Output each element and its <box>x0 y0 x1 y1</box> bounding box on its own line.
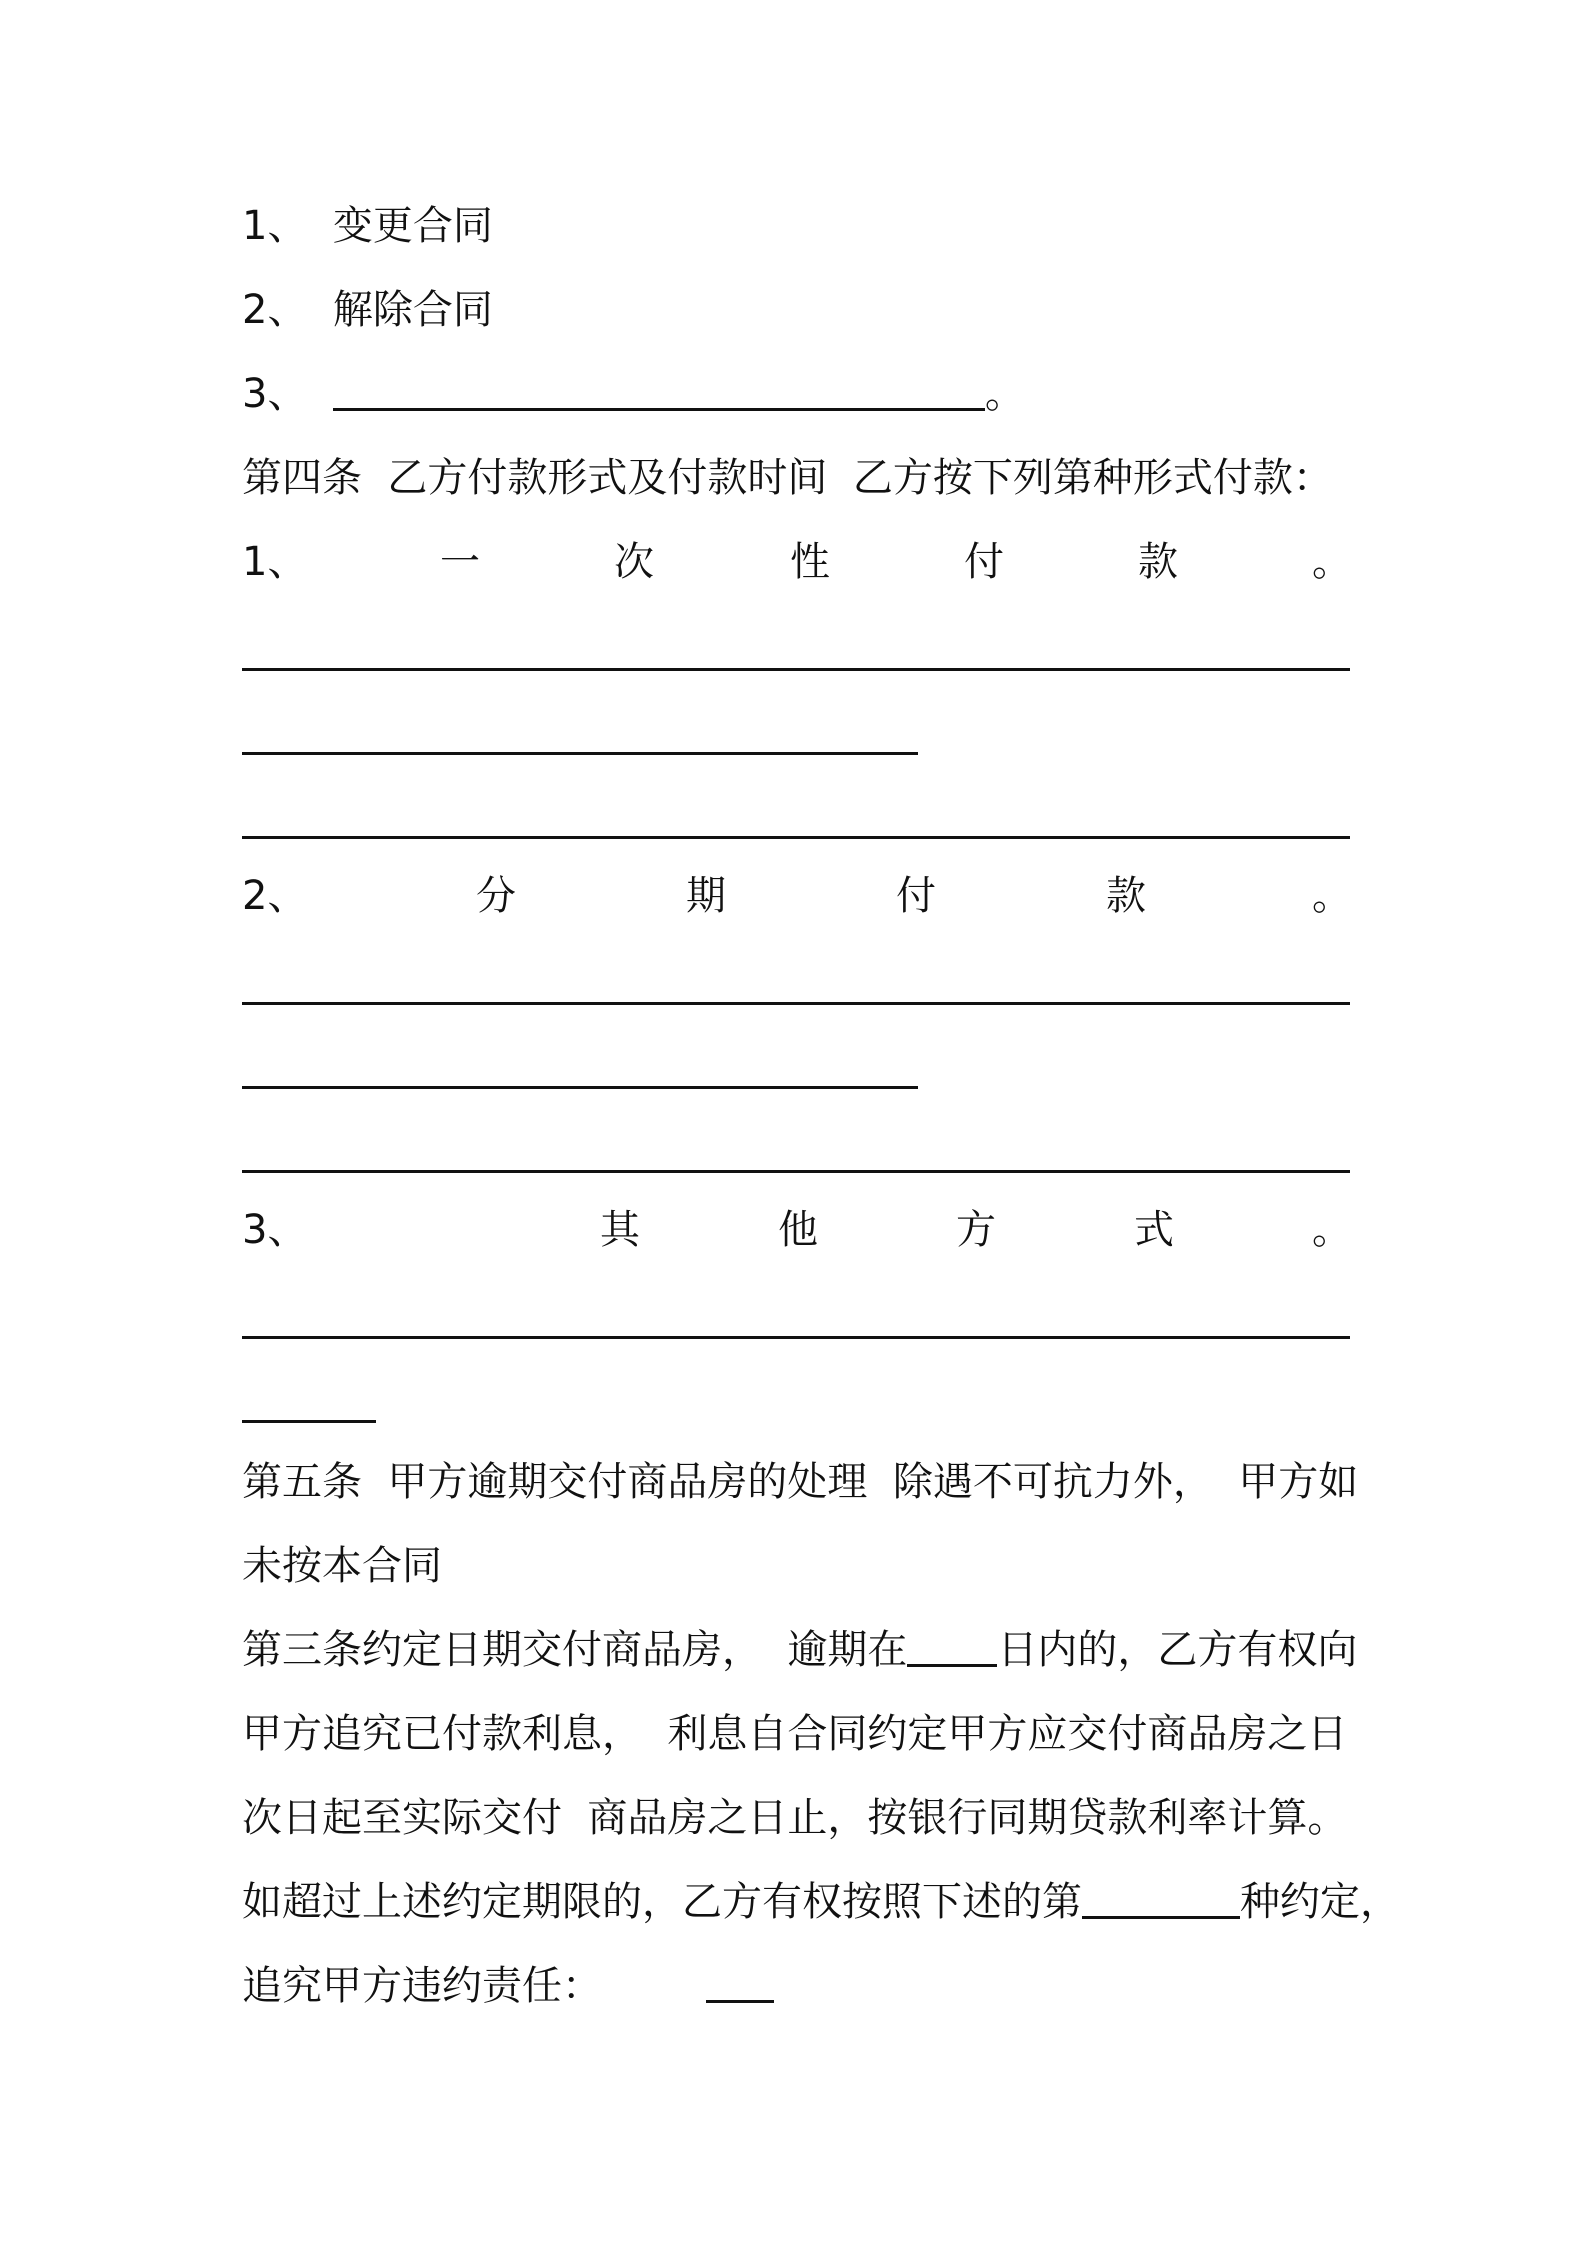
article-5-text <box>242 1876 1400 1928</box>
payment-option-installment <box>242 870 1352 922</box>
text-segment: 种约定， <box>1240 1879 1400 1925</box>
option-number: 2、 <box>242 873 308 919</box>
spread-char: 他 <box>778 1207 818 1253</box>
spread-char: 付 <box>964 539 1004 585</box>
fill-blank <box>706 2000 774 2003</box>
fill-line <box>242 752 918 755</box>
period: 。 <box>1312 873 1352 919</box>
fill-line <box>242 1170 1350 1173</box>
spread-char: 次 <box>614 539 654 585</box>
article-5-text <box>242 1624 1357 1676</box>
option-terminate-contract: 2、 解除合同 <box>242 287 493 333</box>
spread-char: 式 <box>1134 1207 1174 1253</box>
fill-line <box>242 668 1350 671</box>
article-4-heading: 第四条 乙方付款形式及付款时间 乙方按下列第种形式付款： <box>242 455 1333 501</box>
fill-blank-days <box>907 1664 997 1667</box>
article-5-text: 次日起至实际交付 商品房之日止，按银行同期贷款利率计算。 <box>242 1795 1348 1841</box>
payment-option-lump-sum <box>242 536 1352 588</box>
spread-char: 款 <box>1106 873 1146 919</box>
article-5-heading: 第五条 甲方逾期交付商品房的处理 除遇不可抗力外， 甲方如 <box>242 1459 1359 1505</box>
fill-line <box>242 1336 1350 1339</box>
article-5-text: 未按本合同 <box>242 1543 442 1589</box>
text-segment: 追究甲方违约责任： <box>242 1963 602 2009</box>
period: 。 <box>1312 539 1352 585</box>
option-blank-item <box>242 368 1025 420</box>
spread-char: 付 <box>896 873 936 919</box>
spread-char: 款 <box>1138 539 1178 585</box>
fill-line <box>242 1086 918 1089</box>
spread-char: 其 <box>600 1207 640 1253</box>
period: 。 <box>1312 1207 1352 1253</box>
text-segment: 如超过上述约定期限的，乙方有权按照下述的第 <box>242 1879 1082 1925</box>
option-number: 1、 <box>242 539 308 585</box>
option-number: 3、 <box>242 1207 308 1253</box>
payment-option-other <box>242 1204 1352 1256</box>
fill-blank-option <box>1082 1916 1240 1919</box>
option-number: 3、 <box>242 371 308 417</box>
text-segment: 日内的，乙方有权向 <box>997 1627 1358 1673</box>
fill-blank <box>333 408 985 411</box>
spread-char: 性 <box>790 539 830 585</box>
article-5-text <box>242 1960 774 2012</box>
option-change-contract: 1、 变更合同 <box>242 203 493 249</box>
fill-line <box>242 1420 376 1423</box>
fill-line <box>242 836 1350 839</box>
spread-char: 期 <box>686 873 726 919</box>
fill-line <box>242 1002 1350 1005</box>
text-segment: 第三条约定日期交付商品房， 逾期在 <box>242 1627 908 1673</box>
spread-char: 方 <box>956 1207 996 1253</box>
period: 。 <box>984 371 1025 417</box>
article-5-text: 甲方追究已付款利息， 利息自合同约定甲方应交付商品房之日 <box>242 1711 1348 1757</box>
spread-char: 分 <box>476 873 516 919</box>
spread-char: 一 <box>440 539 480 585</box>
